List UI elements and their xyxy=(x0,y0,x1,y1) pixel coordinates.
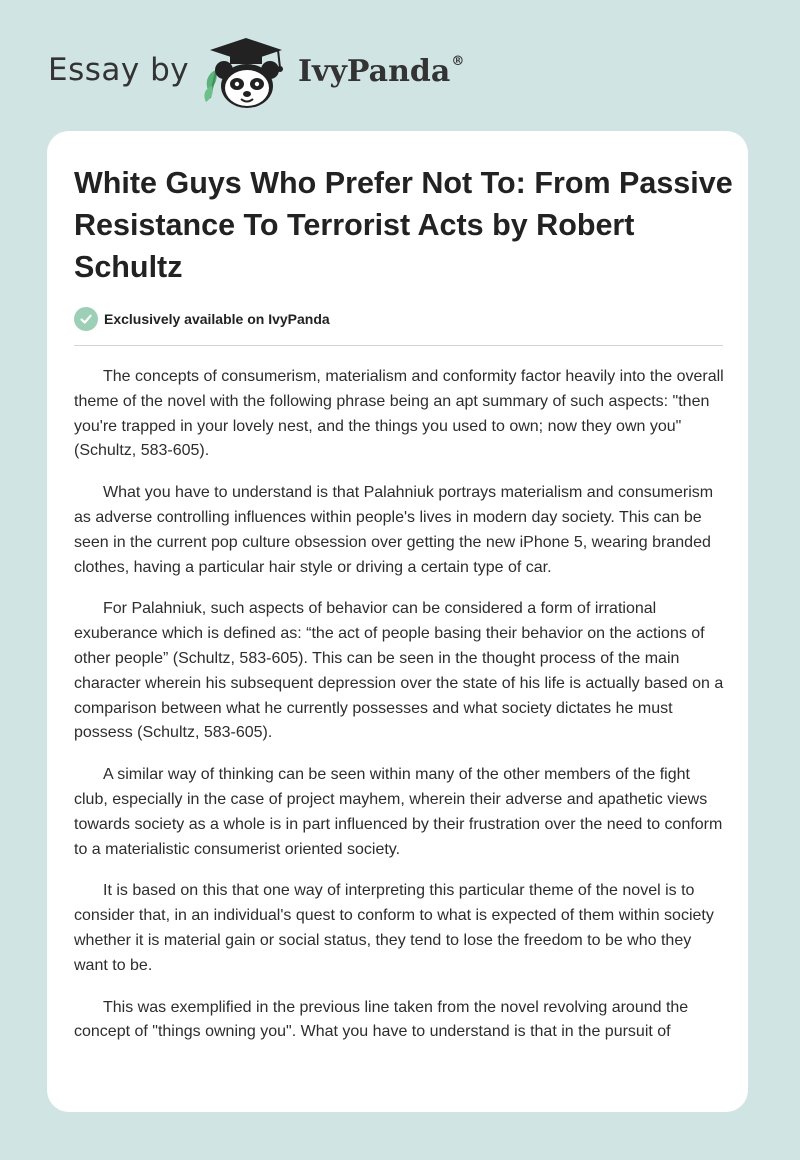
site-header xyxy=(48,36,748,112)
essay-card xyxy=(47,131,748,1112)
page-title: White Guys Who Prefer Not To: From Passive Resistance To Terrorist Acts by Robert Schultz xyxy=(74,166,733,284)
paragraph: The concepts of consumerism, materialism and conformity factor heavily into the overall theme of the novel with the following phrase being an apt summary of such aspects: "then you're trapped in your lovely nest, and the things you used to own; now they own you" (Schultz, 583-605). xyxy=(74,368,724,460)
panda-logo-icon xyxy=(200,36,290,112)
paragraph: This was exemplified in the previous line taken from the novel revolving around the concept of "things owning you". What you have to understand is that in the pursuit of xyxy=(74,998,689,1041)
paragraph: It is based on this that one way of interpreting this particular theme of the novel is to consider that, in an individual's quest to conform to what is expected of them within society whether it is material gain or social status, they tend to lose the freedom to be who they want to be. xyxy=(74,882,714,974)
essay-by-label: Essay by xyxy=(48,52,190,88)
registered-mark: ® xyxy=(451,54,465,69)
checkmark-icon xyxy=(74,307,98,331)
paragraph: A similar way of thinking can be seen within many of the other members of the fight club, especially in the case of project mayhem, wherein their adverse and apathetic views towards society as a whole is in part influenced by their frustration over the need to conform to a materialistic consumerist oriented society. xyxy=(74,766,723,858)
exclusive-badge xyxy=(74,306,330,332)
brand-name: IvyPanda® xyxy=(298,54,465,89)
divider xyxy=(74,345,723,346)
essay-body xyxy=(74,365,724,1062)
paragraph: What you have to understand is that Palahniuk portrays materialism and consumerism as adverse controlling influences within people's lives in modern day society. This can be seen in the current pop culture obsession over getting the new iPhone 5, wearing branded clothes, having a particular hair style or driving a certain type of car. xyxy=(74,484,714,576)
paragraph: For Palahniuk, such aspects of behavior can be considered a form of irrational exuberance which is defined as: “the act of people basing their behavior on the actions of other people” (Schultz, 583-605). This can be seen in the thought process of the main character wherein his subsequent depression over the state of his life is actually based on a comparison between what he currently possesses and what society dictates he must possess (Schultz, 583-605). xyxy=(74,600,724,742)
exclusive-label: Exclusively available on IvyPanda xyxy=(104,311,330,327)
